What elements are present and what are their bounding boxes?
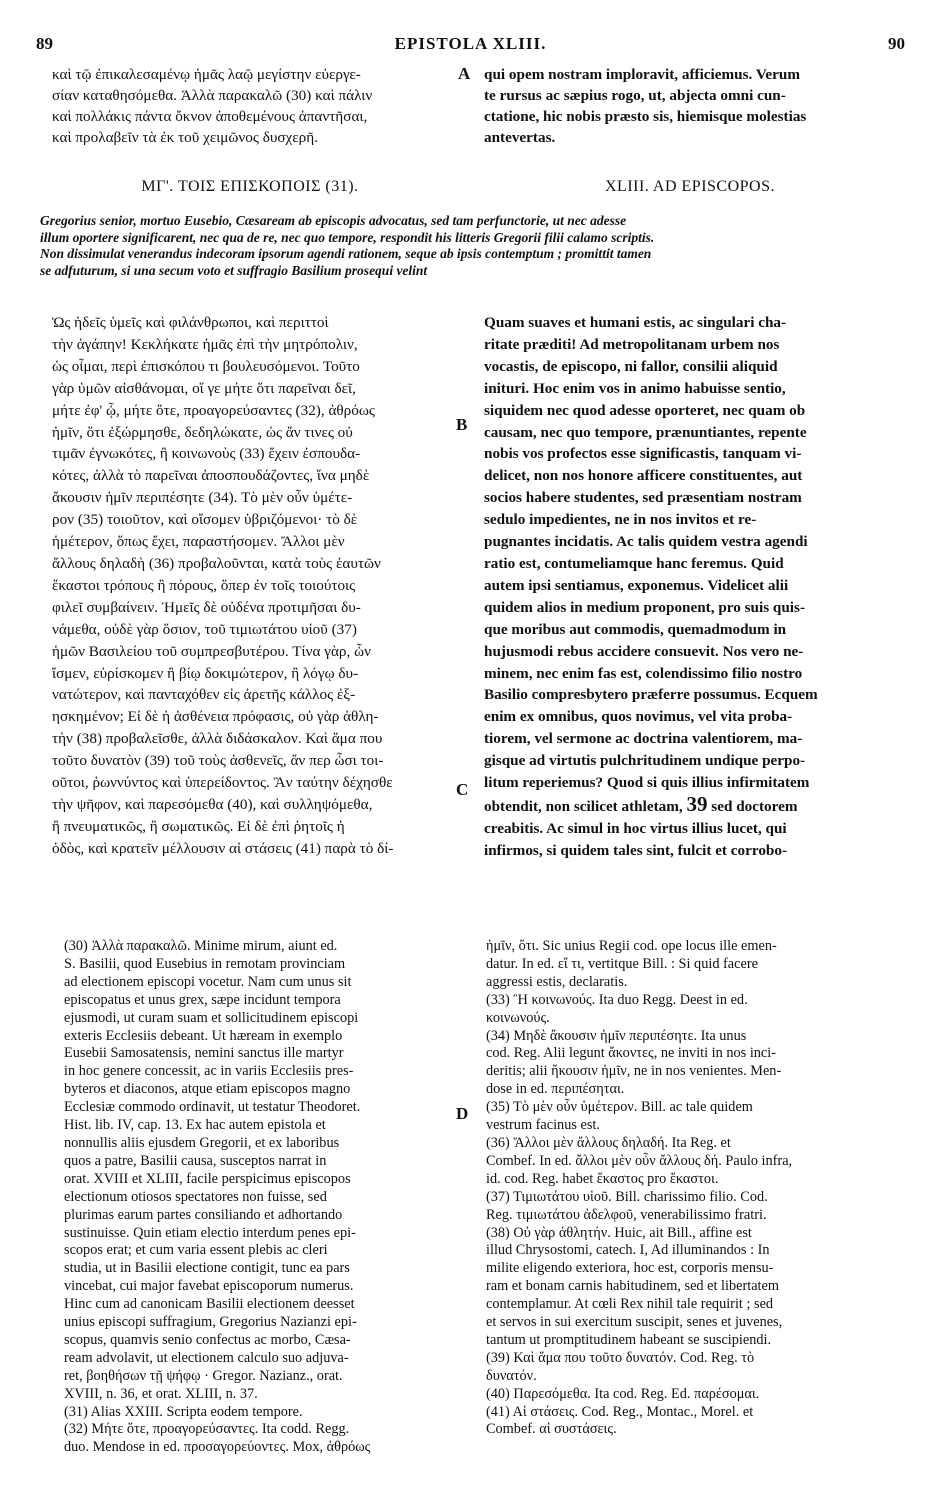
text-line: (32) Μήτε ὅτε, προαγορεύσαντες. Ita codd. Regg.	[64, 1421, 350, 1438]
text-line: (34) Μηδὲ ἄκουσιν ἡμῖν περιπέσητε. Ita unus	[486, 1027, 747, 1044]
text-line: ritate præditi! Ad metropolitanam urbem nos	[484, 335, 780, 353]
text-line: δυνατόν.	[486, 1367, 537, 1384]
text-line: tantum ut promptitudinem habeant se suscipiendi.	[486, 1331, 772, 1348]
text-line: episcopatus et unus grex, sæpe incidunt tempora	[64, 991, 341, 1008]
text-line: studia, ut in Basilii electione contigit, tunc ea pars	[64, 1260, 350, 1277]
text-line: καὶ προλαβεῖν τὰ ἐκ τοῦ χειμῶνος δυσχερῆ.	[52, 129, 318, 146]
text-line: cod. Reg. Alii legunt ἄκοντες, ne inviti in nos inci-	[486, 1045, 777, 1062]
text-line: minem, nec enim fas est, colendissimo filio nostro	[484, 664, 803, 682]
text-line: κότες, ἀλλὰ τὸ παρεῖναι ἀποσπουδάζοντες, ἵνα μηδὲ	[52, 467, 370, 485]
text-line: τοῦτο δυνατὸν (39) τοῦ τοὺς ἀσθενεῖς, ἄν περ ὦσι τοι-	[52, 752, 384, 770]
latin-top-column	[484, 64, 904, 148]
text-line: ream advolavit, ut electionem calculo suo adjuva-	[64, 1349, 349, 1366]
text-line: nobis vos profectos esse significastis, tanquam vi-	[484, 445, 802, 463]
text-line: quos a patre, Basilii causa, susceptos narrat in	[64, 1152, 327, 1169]
text-line: ἕκαστοι τρόπους ἢ πόρους, ὅπερ ἐν τοῖς τοιούτοις	[52, 576, 356, 594]
margin-marker-d: D	[456, 1104, 469, 1123]
text-line: ἄκουσιν ἡμῖν περιπέσητε (34). Τὸ μὲν οὖν ὑμέτε-	[52, 489, 353, 507]
text-line: qui opem nostram imploravit, afficiemus. Verum	[484, 66, 800, 83]
text-line: siquidem nec quod adesse oporteret, nec quam ob	[484, 401, 806, 419]
text-line: socios habere studentes, sed præsentiam nostram	[484, 489, 802, 507]
text-line: contemplamur. At cœli Rex nihil tale requirit ; sed	[486, 1296, 774, 1313]
text-line: τὴν (38) προβαλεῖσθε, ἀλλὰ διδάσκαλον. Καὶ ἅμα που	[52, 730, 383, 748]
text-line: (31) Alias XXIII. Scripta eodem tempore.	[64, 1403, 303, 1420]
text-line: σίαν καταθησόμεθα. Ἀλλὰ παρακαλῶ (30) καὶ πάλιν	[52, 87, 373, 104]
section-heading-greek: ΜΓ'. ΤΟΙΣ ΕΠΙΣΚΟΠΟΙΣ (31).	[141, 178, 359, 195]
text-line: te rursus ac sæpius rogo, ut, abjecta omni cun-	[484, 87, 786, 104]
text-line: scopos erat; et cum varia essent plebis ac cleri	[64, 1242, 328, 1259]
text-line: (37) Τιμιωτάτου υἱοῦ. Bill. charissimo filio. Cod.	[486, 1188, 768, 1205]
text-line: enim ex omnibus, quos novimus, vel vita proba-	[484, 708, 793, 726]
text-line: que moribus aut commodis, quemadmodum in	[484, 620, 787, 638]
text-line: ram et bonam carnis habitudinem, sed et libertatem	[486, 1278, 779, 1295]
text-line: S. Basilii, quod Eusebius in remotam provinciam	[64, 955, 346, 972]
greek-main-column	[52, 312, 452, 860]
text-line: ἡμῶν Βασιλείου τοῦ συμπρεσβυτέρου. Τίνα γὰρ, ὧν	[52, 642, 371, 660]
text-line: vincebat, cui major favebat episcoporum numerus.	[64, 1278, 354, 1295]
text-line: Combef. αἱ συστάσεις.	[486, 1421, 617, 1438]
text-line-with-column-number	[484, 791, 904, 818]
text-line: ἡμῖν, ὅτι ἐξώρμησθε, δεδηλώκατε, ὡς ἄν τινες οὐ	[52, 423, 353, 441]
text-line: gisque ad virtutis pulchritudinem undique perpo-	[484, 752, 806, 770]
text-line: infirmos, si quidem tales sint, fulcit et corrobo-	[484, 841, 788, 859]
text-line: electionum otiosos spectatores non fuisse, sed	[64, 1188, 327, 1205]
text-line: τιμᾶν ἐγνωκότες, ἢ κοινωνοὺς (33) ἔχειν ἐσπουδα-	[52, 445, 361, 463]
section-heading-latin: XLIII. AD EPISCOPOS.	[604, 178, 775, 195]
text-line: in hoc genere concessit, ac in variis Ecclesiis pres-	[64, 1063, 354, 1080]
latin-main-column	[484, 312, 904, 862]
text-line: φιλεῖ συμβαίνειν. Ἡμεῖς δὲ οὐδένα προτιμῆσαι δυ-	[52, 598, 361, 616]
text-line: Hinc cum ad canonicam Basilii electionem deesset	[64, 1296, 355, 1313]
text-line: τὴν ἀγάπην! Κεκλήκατε ἡμᾶς ἐπὶ τὴν μητρόπολιν,	[52, 335, 358, 353]
text-line: dose in ed. περιπέσηται.	[486, 1081, 625, 1098]
footnotes-left	[64, 938, 452, 1457]
text-line: ὡς οἶμαι, περὶ ἐπισκόπου τι βουλευσόμενοι. Τοῦτο	[52, 357, 360, 375]
text-line: νατώτερον, καὶ πανταχόθεν εἰς ἀρετῆς κάλλος ἐξ-	[52, 686, 356, 704]
text-line: et servos in sui exercitum suscipit, senes et juvenes,	[486, 1314, 783, 1331]
text-line: (38) Οὐ γὰρ ἀθλητήν. Huic, ait Bill., affine est	[486, 1224, 752, 1241]
text-line: illum oportere significarent, nec qua de re, nec quo tempore, respondit his litteris Gregorii filii calamo scriptis.	[40, 229, 655, 245]
footnotes-right	[486, 938, 906, 1439]
text-line: aggressi estis, declaratis.	[486, 973, 628, 990]
text-line: litum reperiemus? Quod si quis illius infirmitatem	[484, 774, 810, 792]
text-line: ησκημένον; Εἰ δὲ ἡ ἀσθένεια πρόφασις, οὐ γὰρ ἀθλη-	[52, 708, 379, 726]
text-line: tiorem, vel sermone ac doctrina valentiorem, ma-	[484, 730, 803, 748]
text-line: inituri. Hoc enim vos in animo habuisse sentio,	[484, 379, 786, 397]
text-line: (35) Τὸ μὲν οὖν ὑμέτερον. Bill. ac tale quidem	[486, 1099, 753, 1116]
text-line: Eusebii Samosatensis, nemini sanctus ille martyr	[64, 1045, 344, 1062]
text-line: sedulo impedientes, ne in nos invitos et re-	[484, 511, 757, 529]
text-line: οῦτοι, ῥωννύντος καὶ ὑπερείδοντος. Ἂν ταύτην δέχησθε	[52, 774, 393, 792]
text-line: hujusmodi rebus accidere consuevit. Nos vero ne-	[484, 642, 804, 660]
text-line: Ὡς ἡδεῖς ὑμεῖς καὶ φιλάνθρωποι, καὶ περιττοὶ	[52, 314, 329, 331]
text-line: καὶ τῷ ἐπικαλεσαμένῳ ἡμᾶς λαῷ μεγίστην εὐεργε-	[52, 66, 361, 83]
text-line: (33) Ἢ κοινωνούς. Ita duo Regg. Deest in ed.	[486, 991, 748, 1008]
text-line: milite eligendo exteriora, hoc est, corporis mensu-	[486, 1260, 774, 1277]
text-line: (39) Καὶ ἅμα που τοῦτο δυνατόν. Cod. Reg. τὸ	[486, 1349, 755, 1366]
text-line: Hist. lib. IV, cap. 13. Ex hac autem epistola et	[64, 1117, 326, 1134]
epistle-summary	[40, 213, 906, 279]
text-line: delicet, non nos honore afficere constituentes, aut	[484, 467, 803, 485]
greek-top-column	[52, 64, 450, 148]
text-line: creabitis. Ac simul in hoc virtus illius lucet, qui	[484, 819, 787, 837]
page-number-left: 89	[36, 34, 53, 53]
text-line: ὁδὸς, καὶ κρατεῖν μέλλουσιν αἱ στάσεις (41) παρὰ τὸ δί-	[52, 839, 394, 857]
text-line-part: sed doctorem	[711, 797, 798, 815]
text-line: XVIII, n. 36, et orat. XLIII, n. 37.	[64, 1385, 258, 1402]
text-line: καὶ πολλάκις πάντα ὄκνον ἀποθεμένους ἀπαντῆσαι,	[52, 108, 368, 125]
text-line: exteris Ecclesiis debeant. Ut hæream in exemplo	[64, 1027, 343, 1044]
text-line: duo. Mendose in ed. προσαγορεύοντες. Mox, ἀθρόως	[64, 1439, 371, 1456]
text-line: antevertas.	[484, 129, 556, 146]
text-line: τὴν ψῆφον, καὶ παρεσόμεθα (40), καὶ συλληψόμεθα,	[52, 795, 373, 813]
text-line: ctatione, hic nobis præsto sis, hiemisque molestias	[484, 108, 807, 125]
text-line: ἡμῖν, ὅτι. Sic unius Regii cod. ope locus ille emen-	[486, 938, 777, 954]
text-line: νάμεθα, οὐδὲ γὰρ ὅσιον, τοῦ τιμιωτάτου υἱοῦ (37)	[52, 620, 357, 638]
text-line: Quam suaves et humani estis, ac singulari cha-	[484, 314, 787, 331]
text-line: se adfuturum, si una secum voto et suffragio Basilium prosequi velint	[40, 262, 428, 278]
text-line: Ecclesiæ commodo ordinavit, ut testatur Theodoret.	[64, 1099, 361, 1116]
running-title: EPISTOLA XLIII.	[394, 34, 547, 53]
text-line: Combef. In ed. ἄλλοι μὲν οὖν ἄλλους δή. Paulo infra,	[486, 1152, 793, 1169]
text-line: (30) Ἀλλὰ παρακαλῶ. Minime mirum, aiunt ed.	[64, 938, 338, 954]
running-header	[36, 34, 905, 56]
text-line: sustinuisse. Quin etiam electio interdum penes epi-	[64, 1224, 356, 1241]
text-line: μήτε ἐφ' ᾧ, μήτε ὅτε, προαγορεύσαντες (32), ἀθρόως	[52, 401, 375, 419]
margin-marker-b: B	[456, 415, 468, 434]
text-line: vocastis, de episcopo, ni fallor, consilii aliquid	[484, 357, 778, 375]
text-line: (40) Παρεσόμεθα. Ita cod. Reg. Ed. παρέσομαι.	[486, 1385, 760, 1402]
text-line: byteros et diaconos, atque etiam episcopos magno	[64, 1081, 351, 1098]
text-line: autem ipsi sentiamus, exponemus. Videlicet alii	[484, 576, 789, 594]
text-line: orat. XVIII et XLIII, facile perspicimus episcopos	[64, 1170, 351, 1187]
text-line-part: obtendit, non scilicet athletam,	[484, 797, 683, 815]
text-line: vestrum facinus est.	[486, 1117, 600, 1134]
text-line: ret, βοηθήσων τῇ ψήφῳ · Gregor. Nazianz., orat.	[64, 1367, 343, 1384]
text-line: Gregorius senior, mortuo Eusebio, Cæsaream ab episcopis advocatus, sed tam perfunctorie, ut nec adesse	[40, 213, 627, 228]
text-line: pugnantes incidatis. Ac talis quidem vestra agendi	[484, 533, 808, 551]
text-line: causam, nec quo tempore, prænuntiantes, repente	[484, 423, 807, 441]
text-line: ἢ πνευματικῶς, ἢ σωματικῶς. Εἰ δὲ ἐπὶ ῥητοῖς ἡ	[52, 817, 345, 835]
text-line: deritis; alii ἥκουσιν ἡμῖν, ne in nos venientes. Men-	[486, 1063, 782, 1080]
page-number-right: 90	[888, 34, 905, 53]
text-line: ἡμέτερον, ὅπως ἔχει, παραστήσομεν. Ἄλλοι μὲν	[52, 533, 345, 551]
text-line: ad electionem episcopi vocetur. Nam cum unus sit	[64, 973, 352, 990]
margin-marker-a: A	[458, 64, 471, 83]
text-line: ratio est, contumeliamque hanc feremus. Quid	[484, 554, 784, 572]
text-line: Non dissimulat venerandus indecoram ipsorum agendi rationem, seque ab ipsis contemptum ; promittit tamen	[40, 246, 652, 261]
text-line: (36) Ἄλλοι μὲν ἄλλους δηλαδή. Ita Reg. et	[486, 1134, 731, 1151]
text-line: id. cod. Reg. habet ἕκαστος pro ἕκαστοι.	[486, 1170, 719, 1187]
text-line: ρον (35) τοιοῦτον, καὶ οἴσομεν ὑβριζόμενοι· τὸ δὲ	[52, 511, 358, 529]
text-line: κοινωνούς.	[486, 1009, 550, 1026]
margin-marker-c: C	[456, 780, 469, 799]
text-line: scopus, quamvis senio confectus ac morbo, Cæsa-	[64, 1331, 351, 1348]
text-line: ἴσμεν, εὑρίσκομεν ἢ βίῳ δοκιμώτερον, ἢ λόγῳ δυ-	[52, 664, 359, 682]
text-line: plurimas earum partes consiliando et adhortando	[64, 1206, 343, 1223]
text-line: γὰρ ὑμῶν αἰσθάνομαι, οἵ γε μήτε ὅτι παρεῖναι δεῖ,	[52, 379, 356, 397]
text-line: illud Chrysostomi, catech. I, Ad illuminandos : In	[486, 1242, 770, 1259]
column-number: 39	[686, 791, 708, 816]
text-line: nonnullis aliis ejusdem Gregorii, et ex laboribus	[64, 1134, 340, 1151]
text-line: ejusmodi, ut curam suam et sollicitudinem episcopi	[64, 1009, 359, 1026]
text-line: unius episcopi suffragium, Gregorius Nazianzi epi-	[64, 1314, 357, 1331]
text-line: datur. In ed. εἴ τι, vertitque Bill. : Si quid facere	[486, 955, 758, 972]
text-line: Reg. τιμιωτάτου ἀδελφοῦ, venerabilissimo fratri.	[486, 1206, 767, 1223]
text-line: (41) Αἱ στάσεις. Cod. Reg., Montac., Morel. et	[486, 1403, 754, 1420]
text-line: quidem alios in medium proponent, pro suis quis-	[484, 598, 805, 616]
text-line: Basilio compresbytero præferre possumus. Ecquem	[484, 686, 818, 704]
text-line: ἄλλους δηλαδὴ (36) προβαλοῦνται, κατὰ τοὺς ἑαυτῶν	[52, 554, 381, 572]
